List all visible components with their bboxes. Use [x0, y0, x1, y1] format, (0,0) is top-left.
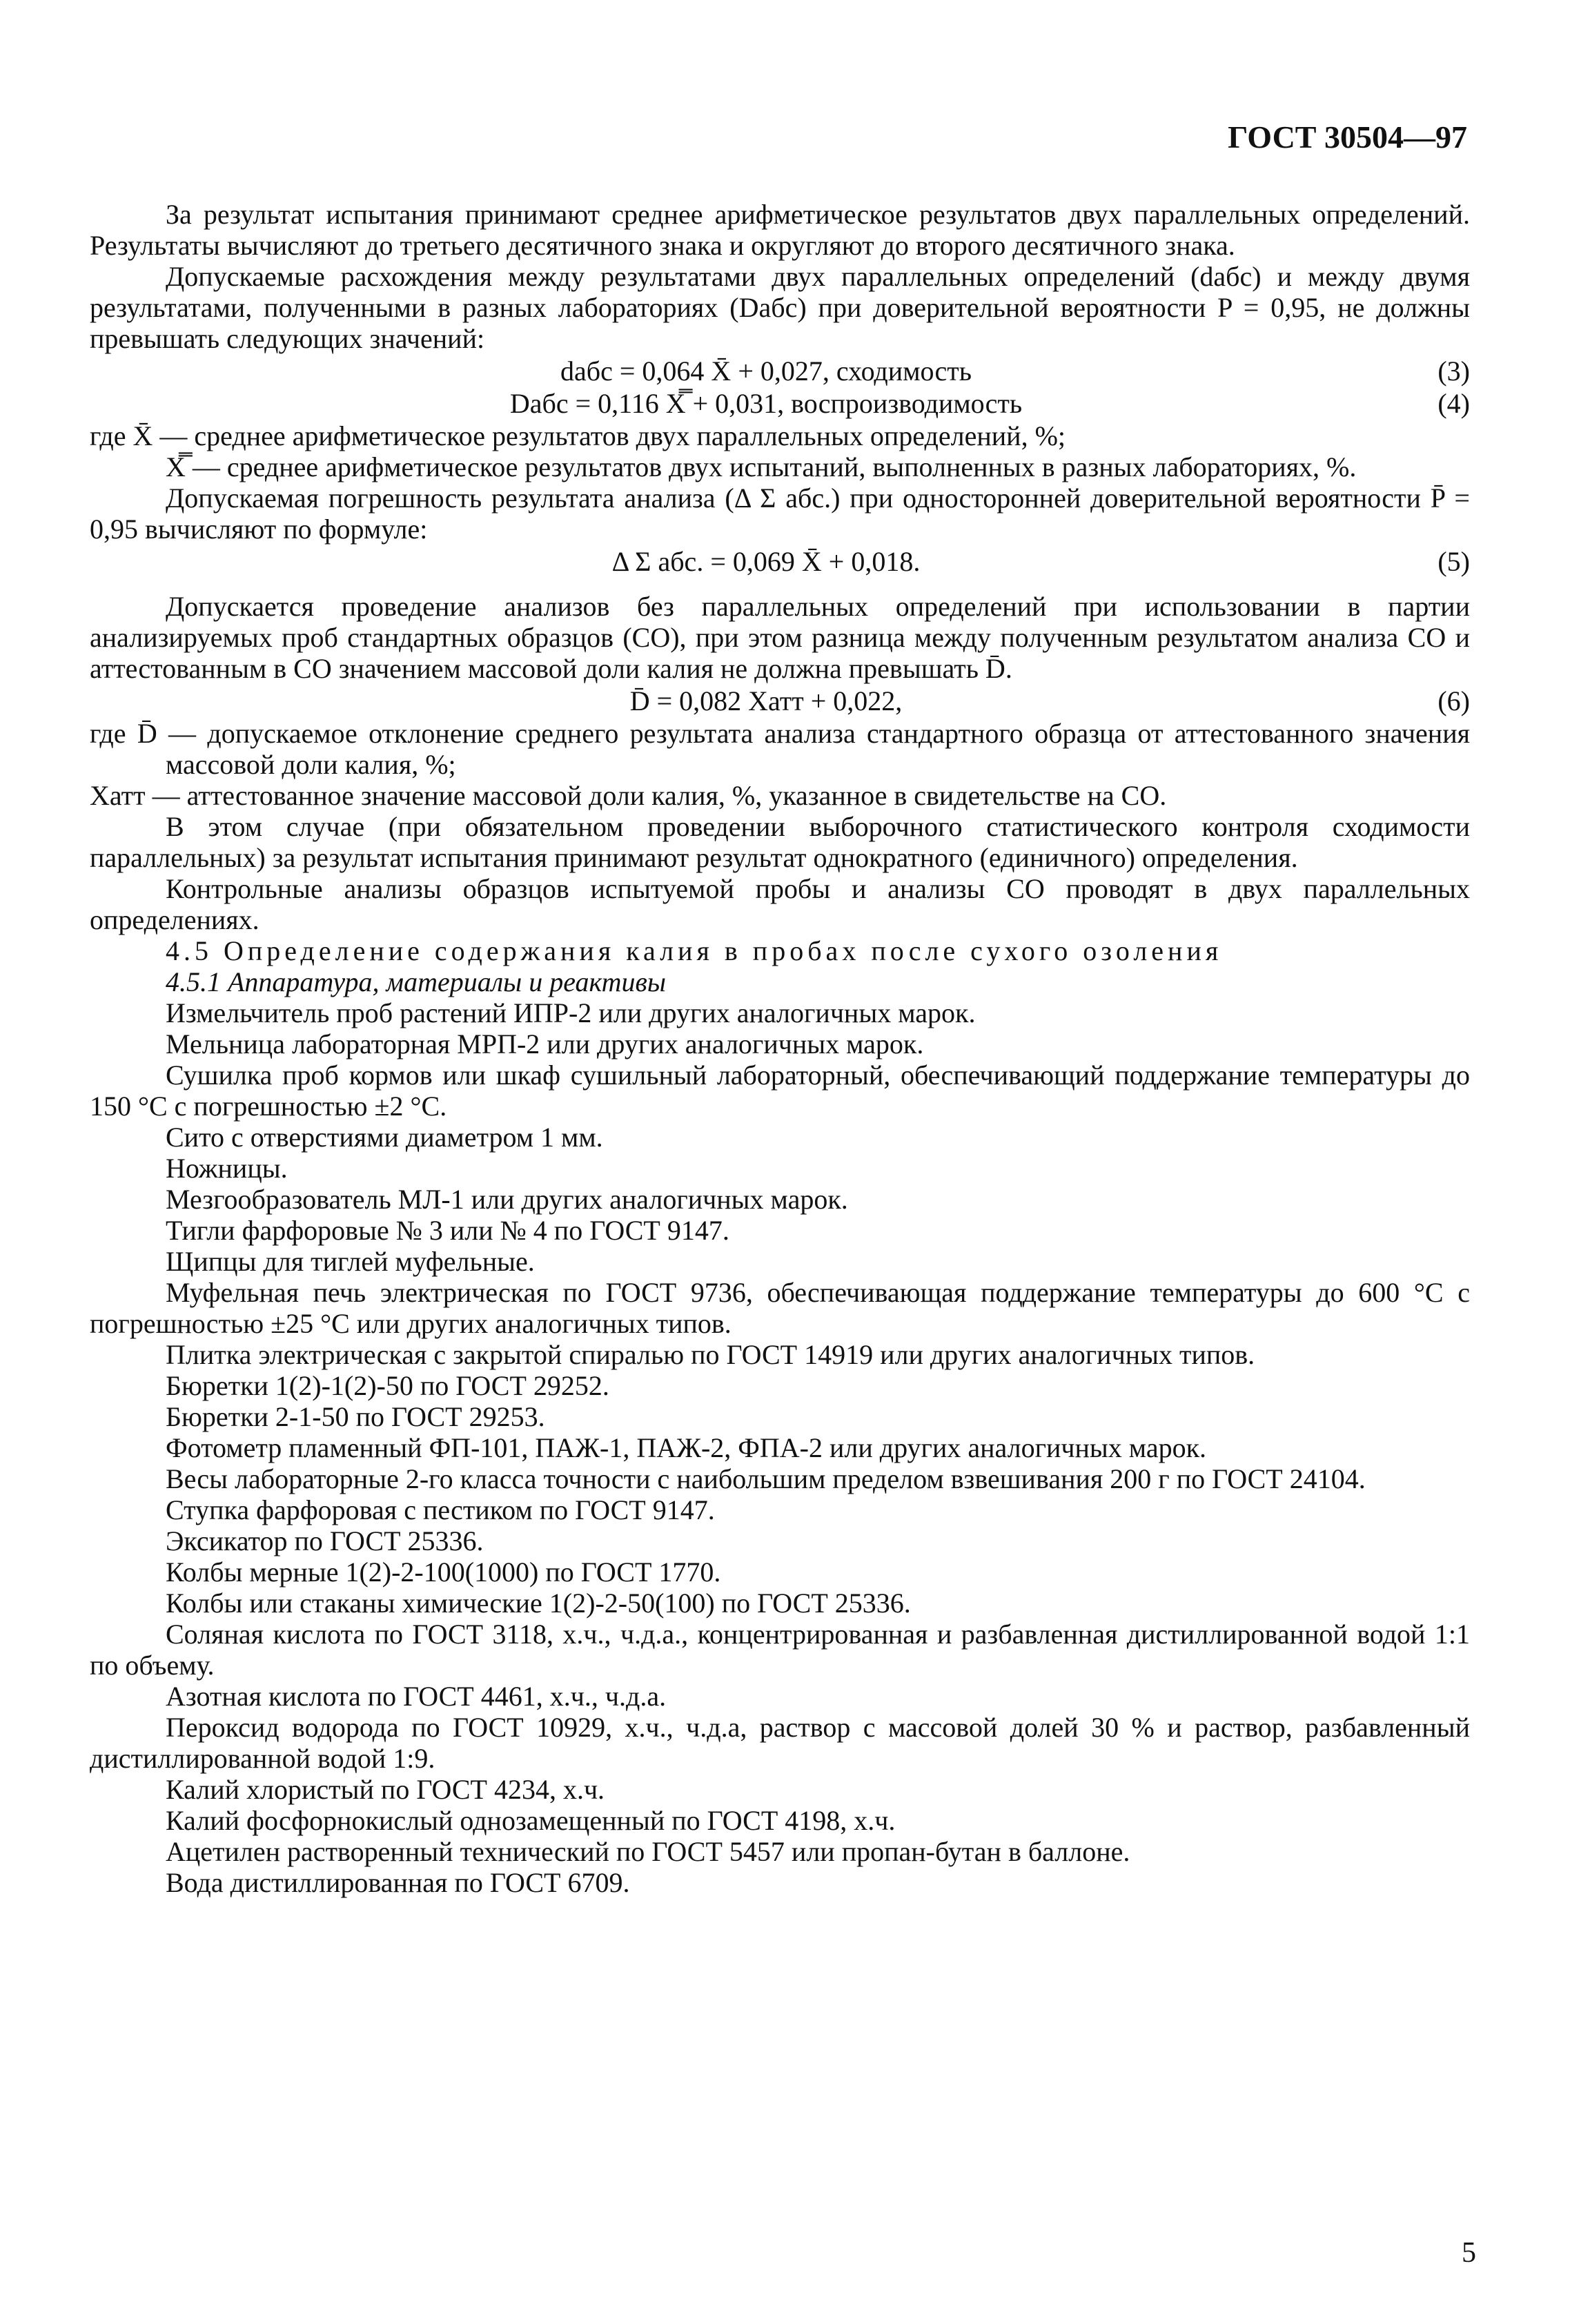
definition: Xатт — аттестованное значение массовой доли калия, %, указанное в свидетельстве на СО. — [90, 780, 1167, 811]
formula-number: (5) — [1437, 546, 1470, 577]
list-item: Калий хлористый по ГОСТ 4234, х.ч. — [166, 1774, 605, 1805]
list-item: Эксикатор по ГОСТ 25336. — [166, 1525, 484, 1556]
list-item: Калий фосфорнокислый однозамещенный по ГОСТ 4198, х.ч. — [166, 1805, 896, 1836]
list-item: Вода дистиллированная по ГОСТ 6709. — [166, 1867, 630, 1898]
paragraph: За результат испытания принимают среднее арифметическое результатов двух параллельных определений. Результаты вычисляют до третьего десятичного знака и округляют до второго десятичного знака. — [90, 199, 1470, 261]
document-body — [90, 199, 1470, 1898]
equipment-list — [90, 997, 1470, 1898]
paragraph: Допускается проведение анализов без параллельных определений при использовании в партии анализируемых проб стандартных образцов (СО), при этом разница между полученным результатом анализа СО и аттестованным в СО значением массовой доли калия не должна превышать D̄. — [90, 591, 1470, 684]
list-item: Азотная кислота по ГОСТ 4461, х.ч., ч.д.а. — [166, 1681, 667, 1712]
list-item: Колбы или стаканы химические 1(2)-2-50(100) по ГОСТ 25336. — [166, 1588, 911, 1619]
list-item: Пероксид водорода по ГОСТ 10929, х.ч., ч.д.а, раствор с массовой долей 30 % и раствор, разбавленный дистиллированной водой 1:9. — [90, 1712, 1470, 1774]
list-item: Фотометр пламенный ФП-101, ПАЖ-1, ПАЖ-2, ФПА-2 или других аналогичных марок. — [166, 1432, 1207, 1463]
list-item: Бюретки 2-1-50 по ГОСТ 29253. — [166, 1401, 545, 1432]
standard-code-header: ГОСТ 30504—97 — [1228, 119, 1467, 155]
list-item: Измельчитель проб растений ИПР-2 или других аналогичных марок. — [166, 997, 976, 1028]
list-item: Мезгообразователь МЛ-1 или других аналогичных марок. — [166, 1184, 848, 1215]
formula-expression: Dабс = 0,116 X̿ + 0,031, воспроизводимость — [509, 388, 1023, 419]
formula-number: (6) — [1437, 685, 1470, 716]
page-number: 5 — [1462, 2237, 1476, 2269]
definition: где X̄ — среднее арифметическое результатов двух параллельных определений, %; — [90, 420, 1066, 451]
formula-expression: dабс = 0,064 X̄ + 0,027, сходимость — [560, 355, 972, 387]
list-item: Сито с отверстиями диаметром 1 мм. — [166, 1122, 603, 1153]
list-item: Ножницы. — [166, 1153, 288, 1184]
section-heading: 4.5 Определение содержания калия в пробах после сухого озоления — [166, 935, 1223, 966]
formula-5 — [90, 546, 1470, 577]
list-item: Ступка фарфоровая с пестиком по ГОСТ 9147. — [166, 1494, 715, 1525]
paragraph: Контрольные анализы образцов испытуемой пробы и анализы СО проводят в двух параллельных определениях. — [90, 873, 1470, 935]
formula-6 — [90, 685, 1470, 716]
list-item: Щипцы для тиглей муфельные. — [166, 1246, 535, 1277]
list-item: Мельница лабораторная МРП-2 или других аналогичных марок. — [166, 1028, 924, 1060]
formula-expression: D̄ = 0,082 Xатт + 0,022, — [629, 685, 903, 716]
list-item: Тигли фарфоровые № 3 или № 4 по ГОСТ 9147. — [166, 1215, 729, 1246]
formula-number: (3) — [1437, 355, 1470, 387]
list-item: Муфельная печь электрическая по ГОСТ 9736, обеспечивающая поддержание температуры до 600 °С с погрешностью ±25 °С или других аналогичных типов. — [90, 1277, 1470, 1339]
list-item: Ацетилен растворенный технический по ГОСТ 5457 или пропан-бутан в баллоне. — [166, 1836, 1130, 1867]
formula-3 — [90, 355, 1470, 387]
list-item: Соляная кислота по ГОСТ 3118, х.ч., ч.д.а., концентрированная и разбавленная дистиллированной водой 1:1 по объему. — [90, 1619, 1470, 1681]
paragraph: Допускаемые расхождения между результатами двух параллельных определений (dабс) и между двумя результатами, полученными в разных лабораториях (Dабс) при доверительной вероятности P = 0,95, не должны превышать следующих значений: — [90, 261, 1470, 354]
definition: X̿ — среднее арифметическое результатов двух испытаний, выполненных в разных лабораториях, %. — [166, 451, 1357, 482]
list-item: Весы лабораторные 2-го класса точности с наибольшим пределом взвешивания 200 г по ГОСТ 24104. — [166, 1463, 1366, 1494]
formula-number: (4) — [1437, 388, 1470, 419]
list-item: Колбы мерные 1(2)-2-100(1000) по ГОСТ 1770. — [166, 1556, 721, 1588]
list-item: Сушилка проб кормов или шкаф сушильный лабораторный, обеспечивающий поддержание температуры до 150 °С с погрешностью ±2 °С. — [90, 1060, 1470, 1122]
subsection-heading: 4.5.1 Аппаратура, материалы и реактивы — [166, 966, 666, 997]
formula-4 — [90, 388, 1470, 419]
paragraph: В этом случае (при обязательном проведении выборочного статистического контроля сходимости параллельных) за результат испытания принимают результат однократного (единичного) определения. — [90, 811, 1470, 873]
list-item: Бюретки 1(2)-1(2)-50 по ГОСТ 29252. — [166, 1370, 609, 1401]
paragraph: Допускаемая погрешность результата анализа (Δ Σ абс.) при односторонней доверительной вероятности P̄ = 0,95 вычисляют по формуле: — [90, 482, 1470, 545]
list-item: Плитка электрическая с закрытой спиралью по ГОСТ 14919 или других аналогичных типов. — [166, 1339, 1255, 1370]
definition: где D̄ — допускаемое отклонение среднего результата анализа стандартного образца от аттестованного значения массовой доли калия, %; — [90, 718, 1470, 780]
formula-expression: Δ Σ абс. = 0,069 X̄ + 0,018. — [611, 546, 921, 577]
